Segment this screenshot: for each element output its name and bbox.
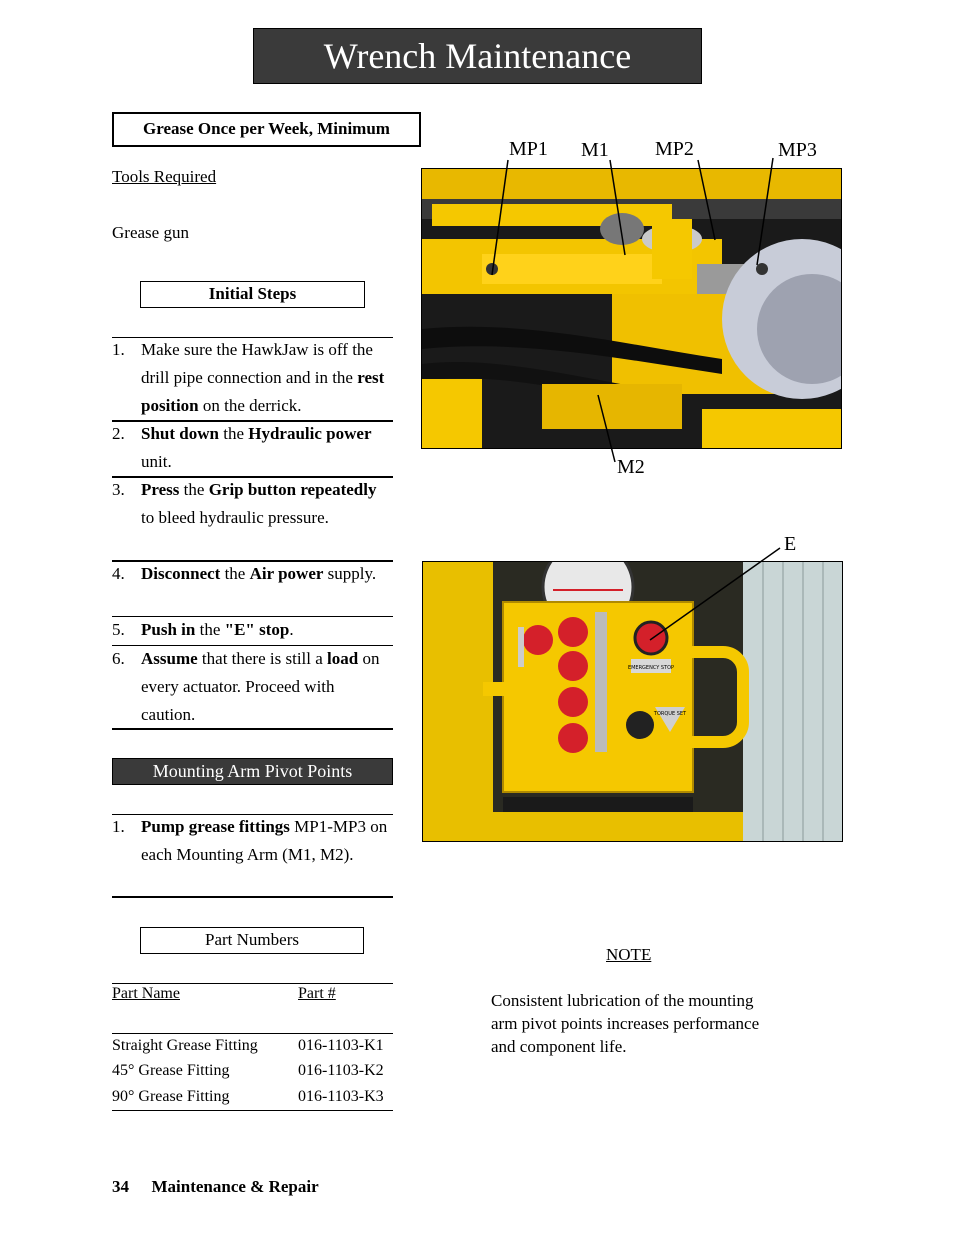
step-text-run: MP1-MP3 on each Mounting Arm (M1, M2).	[141, 817, 388, 864]
label-mp1: MP1	[509, 138, 548, 160]
step-text-run: that there is still a	[197, 649, 328, 668]
step-number: 1.	[112, 817, 125, 836]
note-label: NOTE	[606, 945, 652, 964]
page-footer	[112, 1177, 319, 1197]
part-name: Straight Grease Fitting	[112, 1037, 258, 1054]
step-emphasis: Hydraulic power	[248, 424, 372, 443]
step-text-run: the	[179, 480, 209, 499]
divider	[112, 1110, 393, 1111]
step-emphasis: Shut down	[141, 424, 219, 443]
col-part-number: Part #	[298, 985, 336, 1002]
step-text	[141, 560, 393, 588]
step-text	[141, 420, 393, 476]
parts-table-header	[112, 985, 393, 1005]
step-text-run: supply.	[323, 564, 377, 583]
step-emphasis: "E" stop	[224, 620, 290, 639]
step-emphasis: Pump grease fittings	[141, 817, 290, 836]
initial-step-5	[112, 616, 393, 644]
step-text-run: Make sure the HawkJaw is off the drill pipe connection and in the	[141, 340, 373, 387]
mounting-arm-header: Mounting Arm Pivot Points	[112, 758, 393, 785]
divider	[112, 983, 393, 984]
step-text-run: to bleed hydraulic pressure.	[141, 508, 329, 527]
photo2-callout-line	[640, 540, 800, 650]
mounting-step-1	[112, 813, 393, 869]
col-part-name: Part Name	[112, 985, 180, 1002]
torque-set-text: TORQUE SET	[653, 711, 687, 717]
page-number: 34	[112, 1177, 129, 1196]
initial-step-1	[112, 336, 393, 420]
part-number: 016-1103-K2	[298, 1062, 384, 1079]
part-numbers-header: Part Numbers	[140, 927, 364, 954]
step-emphasis: Push in	[141, 620, 196, 639]
section-name: Maintenance & Repair	[151, 1177, 319, 1196]
step-text-run: on the derrick.	[198, 396, 302, 415]
part-name: 45° Grease Fitting	[112, 1062, 230, 1079]
part-number: 016-1103-K3	[298, 1088, 384, 1105]
step-text	[141, 336, 393, 420]
note-text: Consistent lubrication of the mounting arm pivot points increases performance and component life.	[491, 991, 760, 1056]
initial-steps-header: Initial Steps	[140, 281, 365, 308]
step-text	[141, 645, 393, 729]
step-emphasis: Grip button repeatedly	[208, 480, 377, 499]
table-row	[112, 1037, 393, 1059]
step-text-run: the	[218, 424, 249, 443]
part-number: 016-1103-K1	[298, 1037, 384, 1054]
photo1-callout-lines	[470, 140, 790, 480]
label-mp2: MP2	[655, 138, 694, 160]
label-e: E	[784, 533, 797, 555]
step-emphasis: Press	[141, 480, 180, 499]
step-emphasis: load	[327, 649, 359, 668]
step-text-run: unit.	[141, 452, 172, 471]
tools-required-label: Tools Required	[112, 167, 217, 186]
step-text-run: the	[195, 620, 225, 639]
initial-step-6	[112, 645, 393, 729]
divider	[112, 1033, 393, 1034]
part-name: 90° Grease Fitting	[112, 1088, 230, 1105]
step-emphasis: Disconnect	[141, 564, 221, 583]
label-m1: M1	[581, 139, 609, 161]
step-number: 4.	[112, 564, 125, 583]
page-title: Wrench Maintenance	[253, 28, 702, 84]
step-text	[141, 813, 393, 869]
initial-step-2	[112, 420, 393, 476]
step-number: 2.	[112, 424, 125, 443]
initial-step-4	[112, 560, 393, 588]
step-number: 3.	[112, 480, 125, 499]
divider	[112, 728, 393, 730]
step-text-run: .	[289, 620, 294, 639]
step-text-run: on every actuator. Proceed with caution.	[141, 649, 380, 724]
tool-item: Grease gun	[112, 223, 189, 242]
grease-schedule-header: Grease Once per Week, Minimum	[112, 112, 421, 147]
step-text	[141, 476, 393, 532]
step-number: 6.	[112, 649, 125, 668]
step-text-run: the	[220, 564, 250, 583]
divider	[112, 896, 393, 898]
step-number: 5.	[112, 620, 125, 639]
label-m2: M2	[617, 456, 645, 478]
emergency-stop-text: EMERGENCY STOP	[627, 665, 675, 671]
step-text	[141, 616, 393, 644]
table-row	[112, 1062, 393, 1084]
label-mp3: MP3	[778, 139, 817, 161]
step-emphasis: Assume	[141, 649, 198, 668]
table-row	[112, 1088, 393, 1110]
initial-step-3	[112, 476, 393, 532]
step-emphasis: rest position	[141, 368, 385, 415]
step-number: 1.	[112, 340, 125, 359]
step-emphasis: Air power	[249, 564, 324, 583]
